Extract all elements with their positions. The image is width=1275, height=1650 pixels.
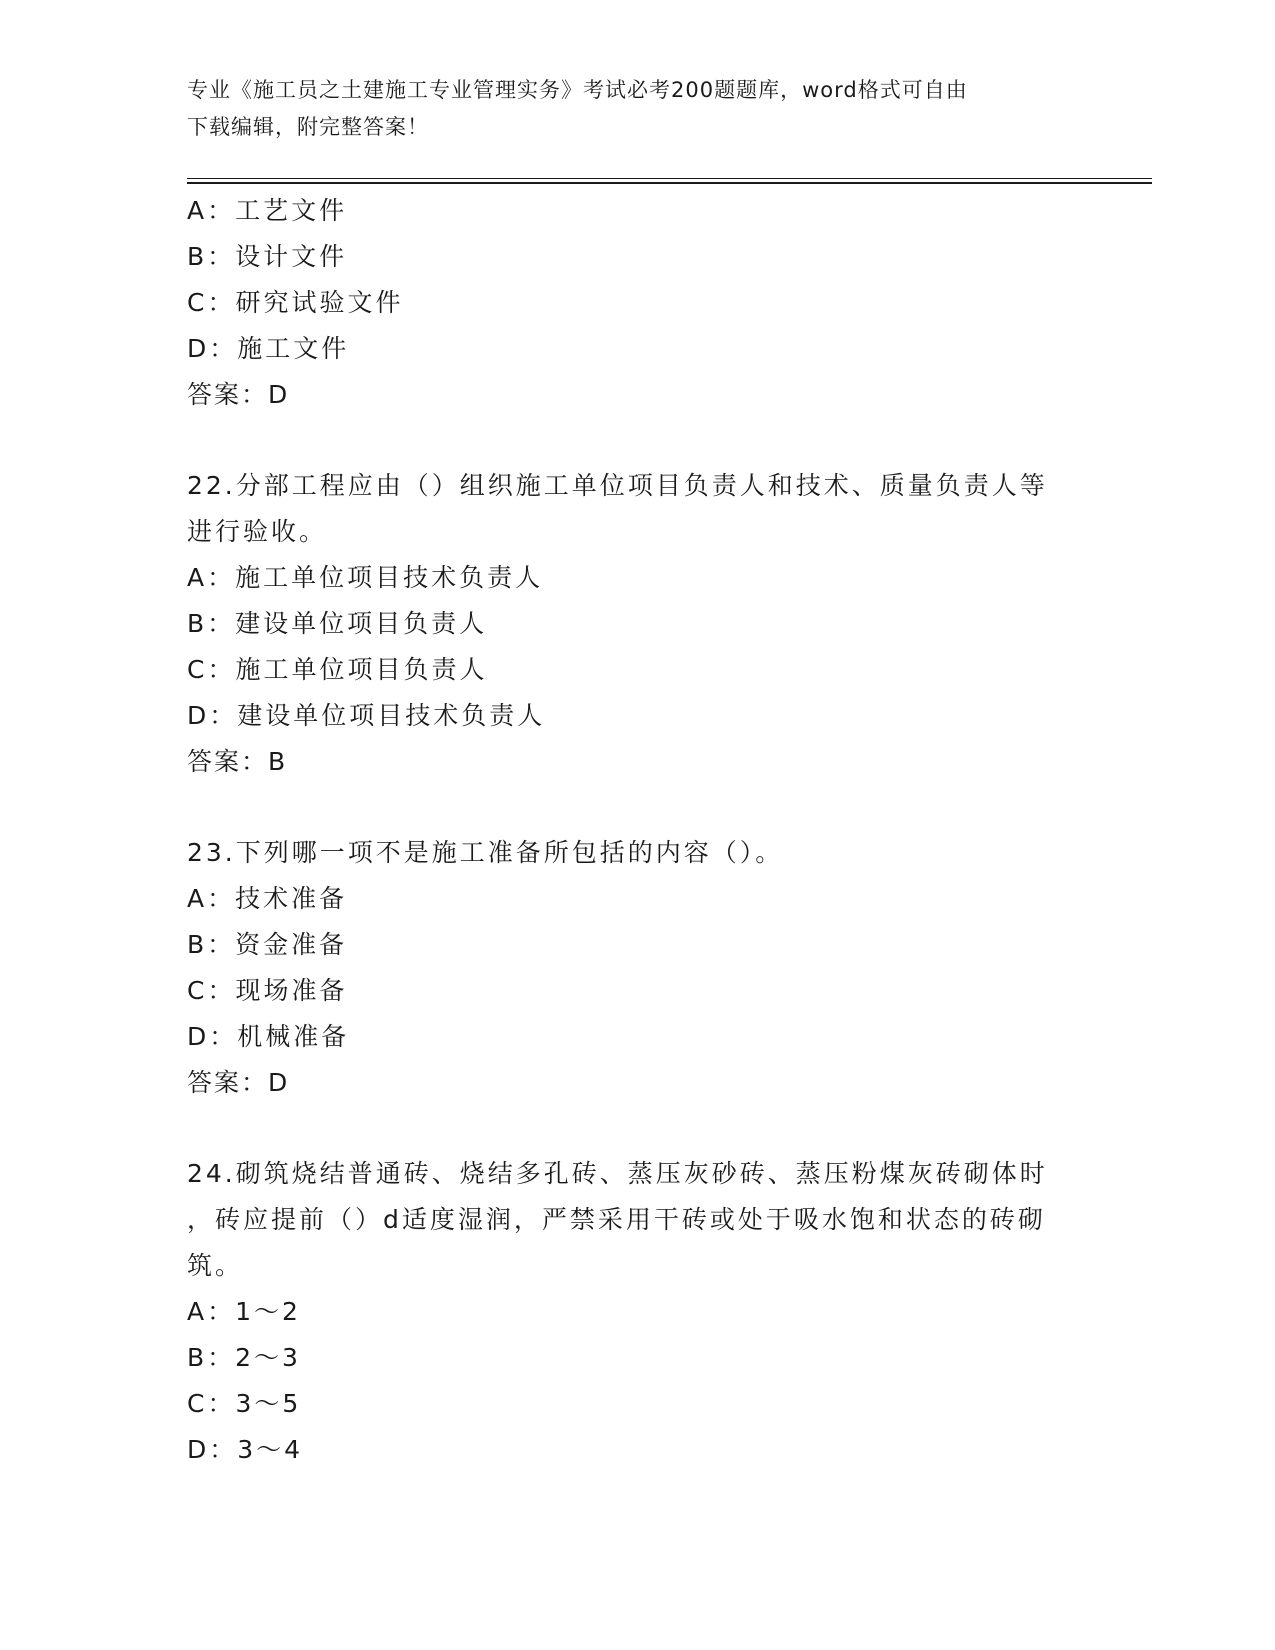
header-divider-thin: [187, 178, 1152, 179]
question-21: [187, 188, 1087, 418]
option-b: B：2～3: [187, 1343, 301, 1372]
question-stem-line: 筑。: [187, 1251, 244, 1280]
header-title-line-2: 下载编辑，附完整答案！: [187, 115, 429, 139]
question-list: [187, 188, 1087, 1473]
option-c: C：施工单位项目负责人: [187, 655, 488, 684]
option-d: D：机械准备: [187, 1022, 350, 1051]
option-a: A：技术准备: [187, 884, 348, 913]
answer-text: 答案：D: [187, 1068, 290, 1097]
spacer: [187, 1106, 1087, 1151]
option-b: B：资金准备: [187, 930, 348, 959]
question-23: [187, 830, 1087, 1106]
question-24: [187, 1151, 1087, 1473]
option-d: D：建设单位项目技术负责人: [187, 701, 546, 730]
header-divider-thick: [187, 182, 1152, 184]
option-c: C：研究试验文件: [187, 288, 404, 317]
option-a: A：1～2: [187, 1297, 301, 1326]
spacer: [187, 785, 1087, 830]
document-header: [187, 72, 1087, 146]
question-stem-line: ，砖应提前（）d适度湿润，严禁采用干砖或处于吸水饱和状态的砖砌: [187, 1205, 1046, 1234]
option-d: D：3～4: [187, 1435, 304, 1464]
option-d: D：施工文件: [187, 334, 350, 363]
option-a: A：工艺文件: [187, 196, 348, 225]
question-stem-line: 22.分部工程应由（）组织施工单位项目负责人和技术、质量负责人等: [187, 471, 1048, 500]
spacer: [187, 418, 1087, 463]
option-b: B：设计文件: [187, 242, 348, 271]
answer-text: 答案：D: [187, 380, 290, 409]
header-title-line-1: 专业《施工员之土建施工专业管理实务》考试必考200题题库，word格式可自由: [187, 78, 968, 102]
question-stem-line: 24.砌筑烧结普通砖、烧结多孔砖、蒸压灰砂砖、蒸压粉煤灰砖砌体时: [187, 1159, 1048, 1188]
question-stem-line: 23.下列哪一项不是施工准备所包括的内容（）。: [187, 838, 784, 867]
question-stem-line: 进行验收。: [187, 517, 328, 546]
option-c: C：现场准备: [187, 976, 348, 1005]
question-22: [187, 463, 1087, 785]
option-a: A：施工单位项目技术负责人: [187, 563, 544, 592]
answer-text: 答案：B: [187, 747, 288, 776]
option-b: B：建设单位项目负责人: [187, 609, 488, 638]
option-c: C：3～5: [187, 1389, 302, 1418]
